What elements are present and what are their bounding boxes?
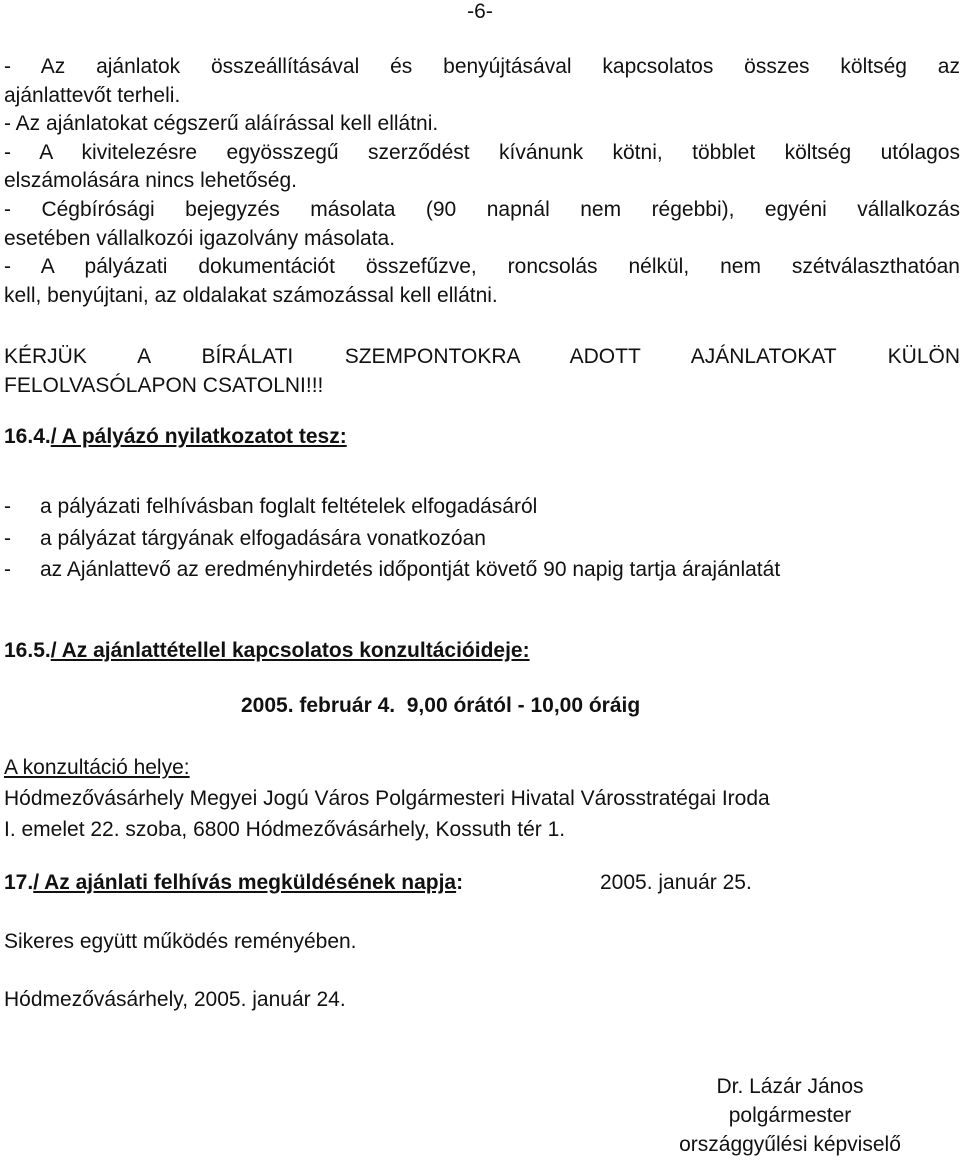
requirement-line: kell, benyújtani, az oldalakat számozással kell ellátni.	[4, 283, 498, 307]
signatory-title: polgármester	[728, 1104, 852, 1127]
section-number: 16.5.	[4, 639, 51, 662]
closing-text: Sikeres együtt működés reményében.	[4, 930, 357, 953]
signature-block	[640, 1072, 940, 1159]
consultation-date-time: 2005. február 4. 9,00 órától - 10,00 óráig	[241, 694, 641, 717]
section-17-heading: 17./ Az ajánlati felhívás megküldésének napja:	[4, 871, 464, 894]
requirement-line: elszámolására nincs lehetőség.	[4, 169, 297, 193]
declaration-list	[4, 491, 960, 586]
requirement-line: - A pályázati dokumentációt összefűzve, roncsolás nélkül, nem szétválaszthatóan	[4, 255, 960, 279]
caps-notice-line: FELOLVASÓLAPON CSATOLNI!!!	[4, 373, 324, 397]
sent-date: 2005. január 25.	[600, 871, 752, 894]
requirements-list	[4, 53, 960, 310]
section-title: / A pályázó nyilatkozatot tesz:	[50, 425, 347, 448]
consultation-address-line: I. emelet 22. szoba, 6800 Hódmezővásárhely, Kossuth tér 1.	[4, 818, 566, 841]
section-16-4-heading	[4, 423, 347, 451]
list-item: - a pályázat tárgyának elfogadására vonatkozóan	[4, 526, 486, 550]
signatory-name: Dr. Lázár János	[716, 1075, 864, 1098]
consultation-address-line: Hódmezővásárhely Megyei Jogú Város Polgármesteri Hivatal Városstratégai Iroda	[4, 787, 770, 810]
caps-notice-line: KÉRJÜK A BÍRÁLATI SZEMPONTOKRA ADOTT AJÁNLATOKAT KÜLÖN	[4, 345, 960, 368]
signatory-title: országgyűlési képviselő	[679, 1133, 901, 1156]
section-title: / Az ajánlattétellel kapcsolatos konzultációideje:	[50, 639, 530, 662]
page-number: -6-	[467, 0, 493, 23]
list-item: - az Ajánlattevő az eredményhirdetés időpontját követő 90 napig tartja árajánlatát	[4, 558, 781, 581]
list-item: - a pályázati felhívásban foglalt feltételek elfogadásáról	[4, 495, 538, 518]
requirement-line: - Az ajánlatokat cégszerű aláírással kell ellátni.	[4, 112, 439, 136]
requirement-line: ajánlattevőt terheli.	[4, 83, 181, 107]
caps-notice	[4, 343, 960, 400]
requirement-line: - A kivitelezésre egyösszegű szerződést kívánunk kötni, többlet költség utólagos	[4, 140, 960, 164]
requirement-line: esetében vállalkozói igazolvány másolata.	[4, 226, 396, 250]
requirement-line: - Cégbírósági bejegyzés másolata (90 napnál nem régebbi), egyéni vállalkozás	[4, 197, 960, 221]
consultation-location	[4, 752, 960, 845]
section-17-row	[4, 866, 752, 900]
consultation-label: A konzultáció helye:	[4, 756, 190, 779]
section-number: 16.4.	[4, 425, 51, 448]
section-16-5-heading	[4, 637, 530, 665]
requirement-line: - Az ajánlatok összeállításával és benyújtásával kapcsolatos összes költség az	[4, 55, 960, 78]
place-and-date: Hódmezővásárhely, 2005. január 24.	[4, 988, 346, 1011]
